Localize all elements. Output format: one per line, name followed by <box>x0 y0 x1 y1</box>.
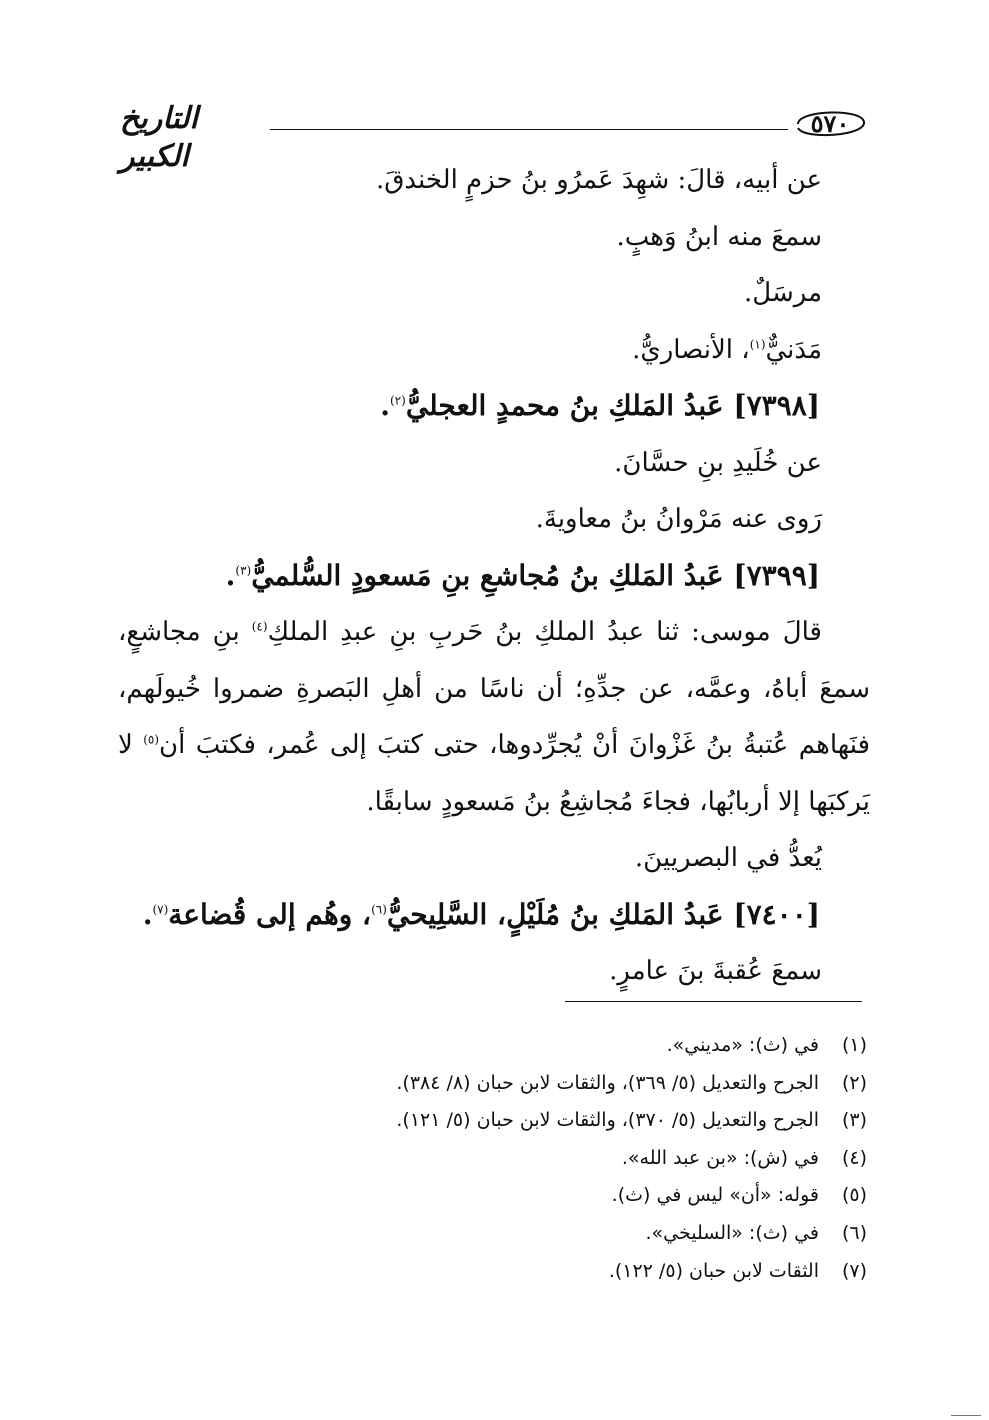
line-text: رَوى عنه مَرْوانُ بنُ معاويةَ. <box>535 504 822 534</box>
footnote-marker[interactable]: (١) <box>749 336 766 351</box>
page-number-badge <box>790 104 870 144</box>
footnote-marker[interactable]: (٥) <box>143 732 160 747</box>
text-line <box>118 435 822 492</box>
line-text: سمعَ عُقبةَ بنَ عامرٍ. <box>609 956 822 986</box>
footnote-number: (٢) <box>841 1071 867 1094</box>
footnote-marker[interactable]: (٧) <box>152 902 169 917</box>
footnote-number: (١) <box>841 1034 867 1056</box>
footnote-number: (٣) <box>841 1109 867 1132</box>
paragraph-text: لا يَركبَها إلا أربابُها، فجاءَ مُجاشِعُ بنُ مَسعودٍ سابقًا. <box>118 730 870 817</box>
footnote-text: الجرح والتعديل (٥/ ٣٧٠)، والثقات لابن حبان (٥/ ١٢١). <box>396 1109 819 1132</box>
footnote-text: قوله: «أن» ليس في (ث). <box>611 1184 819 1207</box>
main-text <box>118 152 870 1000</box>
footnote-item <box>147 1177 867 1215</box>
line-text: سمعَ منه ابنُ وَهبٍ. <box>616 221 822 252</box>
text-line <box>118 830 822 887</box>
line-text: . <box>142 897 153 931</box>
footnote-item <box>147 1102 867 1140</box>
text-line <box>118 152 822 209</box>
footnote-item <box>147 1253 867 1291</box>
footnote-item <box>147 1215 867 1253</box>
footnote-separator <box>565 1001 862 1002</box>
page-header <box>120 92 870 174</box>
footnote-text: في (ث): «مديني». <box>666 1034 819 1056</box>
footnote-text: في (ث): «السليخي». <box>645 1221 819 1244</box>
line-text: ، الأنصاريُّ. <box>632 334 750 365</box>
text-line <box>118 209 822 266</box>
text-line <box>118 943 822 1000</box>
text-line <box>118 491 822 548</box>
footnote-item <box>147 1065 867 1103</box>
footnote-number: (٦) <box>841 1221 867 1244</box>
line-text: مَدَنيٌّ <box>765 334 822 365</box>
text-line <box>118 265 822 322</box>
line-text: مرسَلٌ. <box>743 278 822 308</box>
entry-title: [٧٤٠٠] عَبدُ المَلكِ بنُ مُلَيْلٍ، السَّلِيحيُّ <box>386 897 820 931</box>
entry-heading <box>118 548 820 605</box>
narration-paragraph <box>118 604 870 830</box>
entry-heading <box>118 887 820 944</box>
entry-title: [٧٣٩٨] عَبدُ المَلكِ بنُ محمدٍ العجليُّ <box>405 389 820 422</box>
footnote-item <box>147 1140 867 1178</box>
page-number: ٥٧٠ <box>810 109 850 138</box>
footnote-marker[interactable]: (٦) <box>371 902 387 917</box>
footnotes <box>147 1027 867 1290</box>
text-line <box>118 322 822 379</box>
header-rule <box>270 129 788 130</box>
footnote-number: (٥) <box>841 1184 867 1207</box>
footnote-marker[interactable]: (٢) <box>389 393 406 408</box>
footnote-item <box>147 1027 867 1065</box>
paragraph-text: بنِ مجاشعٍ، سمعَ أباهُ، وعمَّه، عن جدِّهِ؛ أن ناسًا من أهلِ البَصرةِ ضمروا خُيولَهم، فنَهاهم عُتبةُ بنُ غَزْوانَ أنْ يُجرِّدوها، حتى كتبَ إلى عُمر، فكتبَ أن <box>118 617 871 760</box>
paragraph-text: قالَ موسى: ثنا عبدُ الملكِ بنُ حَربِ بنِ عبدِ الملكِ <box>267 617 822 647</box>
scan-corner-mark <box>951 1415 981 1416</box>
footnote-number: (٤) <box>841 1146 867 1169</box>
line-text: ، وهُم إلى قُضاعة <box>168 897 372 931</box>
footnote-marker[interactable]: (٤) <box>251 619 268 634</box>
footnote-text: الجرح والتعديل (٥/ ٣٦٩)، والثقات لابن حبان (٨/ ٣٨٤). <box>396 1071 819 1094</box>
line-text: يُعدُّ في البصريينَ. <box>634 843 822 873</box>
footnote-marker[interactable]: (٣) <box>235 563 252 578</box>
entry-heading <box>118 378 820 435</box>
footnote-text: الثقات لابن حبان (٥/ ١٢٢). <box>608 1259 819 1282</box>
footnote-number: (٧) <box>841 1259 867 1282</box>
line-text: . <box>225 558 236 592</box>
entry-title: [٧٣٩٩] عَبدُ المَلكِ بنُ مُجاشعِ بنِ مَسعودٍ السُّلميُّ <box>251 558 820 592</box>
footnote-text: في (ش): «بن عبد الله». <box>621 1146 819 1169</box>
book-title: التاريخ الكبير <box>120 101 198 174</box>
line-text: عن أبيه، قالَ: شهِدَ عَمرُو بنُ حزمٍ الخندقَ. <box>375 165 822 195</box>
line-text: . <box>380 389 390 422</box>
line-text: عن خُلَيدِ بنِ حسَّانَ. <box>614 447 822 478</box>
